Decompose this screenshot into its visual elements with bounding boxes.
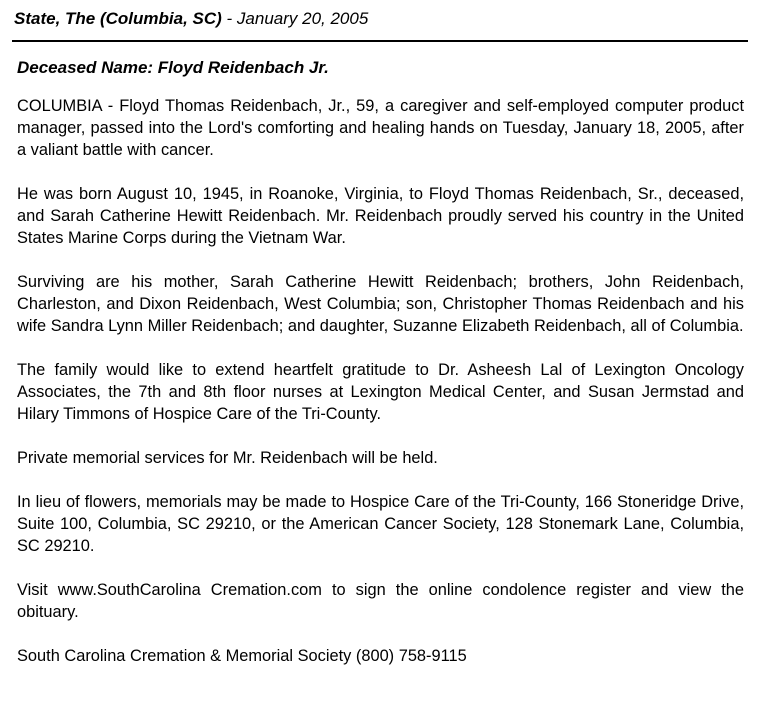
publication-date: January 20, 2005 xyxy=(236,9,369,28)
header-separator: - xyxy=(221,9,237,28)
publication-header xyxy=(14,8,368,30)
paragraph-funeral-home: South Carolina Cremation & Memorial Society (800) 758-9115 xyxy=(17,647,467,665)
paragraph-biography: He was born August 10, 1945, in Roanoke, Virginia, to Floyd Thomas Reidenbach, Sr., deceased, and Sarah Catherine Hewitt Reidenbach. Mr. Reidenbach proudly served his country in the United States Marine Corps during the Vietnam War. xyxy=(17,185,744,247)
paragraph-gratitude: The family would like to extend heartfelt gratitude to Dr. Asheesh Lal of Lexington Oncology Associates, the 7th and 8th floor nurses at Lexington Medical Center, and Susan Jermstad and Hilary Timmons of Hospice Care of the Tri-County. xyxy=(17,361,744,423)
header-divider xyxy=(12,40,748,42)
obituary-body xyxy=(17,95,744,689)
paragraph-memorials: In lieu of flowers, memorials may be made to Hospice Care of the Tri-County, 166 Stoneridge Drive, Suite 100, Columbia, SC 29210, or the American Cancer Society, 128 Stonemark Lane, Columbia, SC 29210. xyxy=(17,493,744,555)
paragraph-survivors: Surviving are his mother, Sarah Catherine Hewitt Reidenbach; brothers, John Reidenbach, Charleston, and Dixon Reidenbach, West Columbia; son, Christopher Thomas Reidenbach and his wife Sandra Lynn Miller Reidenbach; and daughter, Suzanne Elizabeth Reidenbach, all of Columbia. xyxy=(17,273,744,335)
paragraph-announcement: COLUMBIA - Floyd Thomas Reidenbach, Jr., 59, a caregiver and self-employed computer product manager, passed into the Lord's comforting and healing hands on Tuesday, January 18, 2005, after a valiant battle with cancer. xyxy=(17,97,744,159)
paragraph-online-register: Visit www.SouthCarolina Cremation.com to sign the online condolence register and view the obituary. xyxy=(17,581,744,621)
deceased-name-heading: Deceased Name: Floyd Reidenbach Jr. xyxy=(17,58,329,77)
publication-source: State, The (Columbia, SC) xyxy=(14,9,222,28)
paragraph-services: Private memorial services for Mr. Reidenbach will be held. xyxy=(17,449,438,467)
